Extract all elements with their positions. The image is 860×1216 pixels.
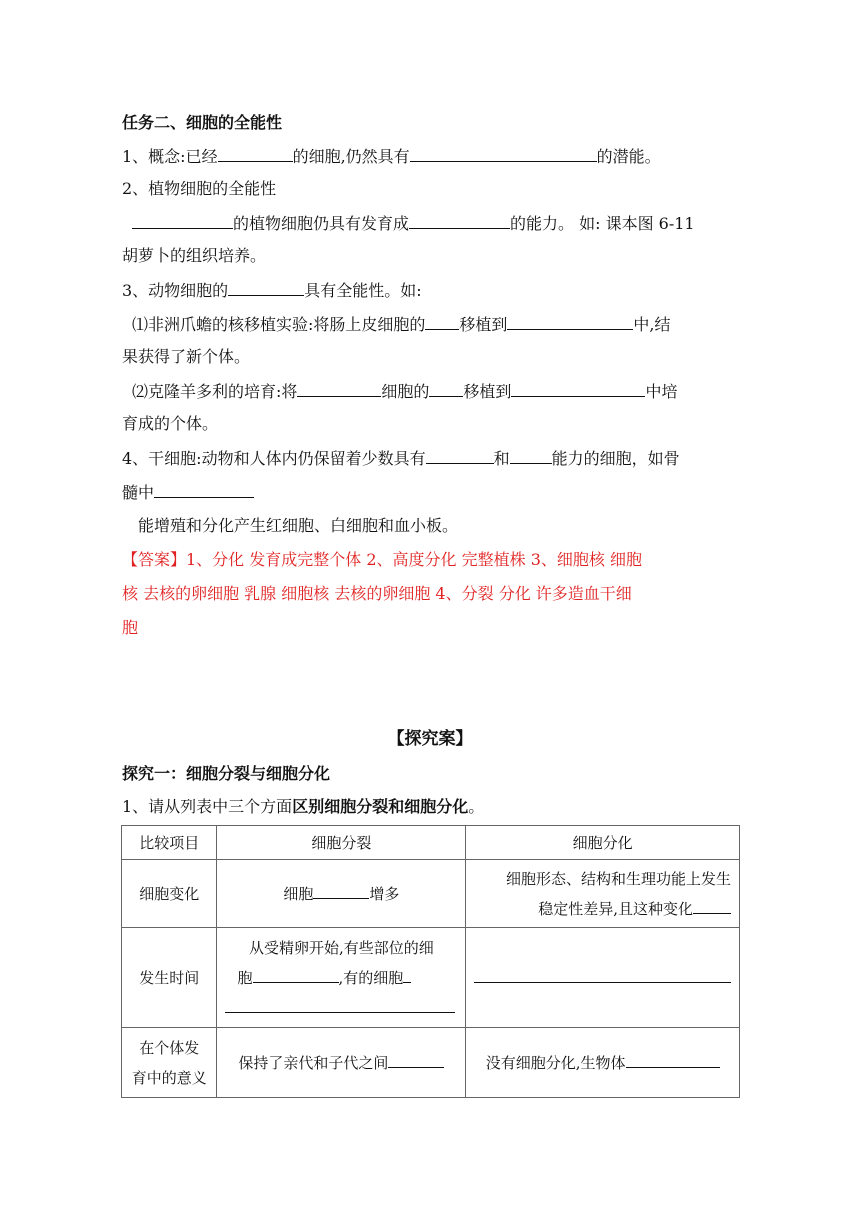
text: 没有细胞分化,生物体: [485, 1053, 626, 1072]
concept-line: [122, 145, 661, 168]
fill-blank[interactable]: [507, 313, 633, 330]
text: 的植物细胞仍具有发育成: [233, 214, 410, 233]
fill-blank[interactable]: [313, 882, 369, 899]
answer-line-3: 胞: [122, 618, 139, 637]
text: 1、概念:已经: [122, 147, 218, 166]
stem-cell-line: [122, 447, 680, 470]
text: ,有的细胞: [338, 968, 404, 987]
fill-blank[interactable]: [218, 145, 293, 162]
fill-blank[interactable]: [228, 279, 304, 296]
fill-blank[interactable]: [510, 447, 552, 464]
cell-text: 从受精卵开始,有些部位的细: [249, 938, 434, 957]
table-row: [122, 928, 740, 1028]
fill-blank[interactable]: [154, 481, 254, 498]
row-label: 细胞变化: [122, 860, 217, 928]
table-cell: [466, 928, 740, 1028]
table-cell: [217, 860, 466, 928]
table-cell: [217, 928, 466, 1028]
table-cell: [217, 1028, 466, 1098]
text: 移植到: [459, 315, 508, 334]
text: 胞: [237, 968, 253, 987]
table-cell: [466, 1028, 740, 1098]
plant-heading: 2、植物细胞的全能性: [122, 179, 277, 198]
dolly-line: [132, 380, 677, 403]
text: 具有全能性。如:: [304, 281, 422, 300]
text: ⑴非洲爪蟾的核移植实验:将肠上皮细胞的: [132, 315, 426, 334]
fill-blank[interactable]: [132, 212, 233, 229]
fill-blank[interactable]: [410, 145, 597, 162]
fill-blank[interactable]: [409, 212, 510, 229]
text: 移植到: [463, 382, 512, 401]
fill-blank[interactable]: [474, 966, 731, 983]
cell-text-line2: [217, 963, 465, 993]
plant-example: 胡萝卜的组织培养。: [122, 246, 267, 265]
text: 1、请从列表中三个方面: [122, 797, 293, 816]
table-row: [122, 1028, 740, 1098]
fill-blank[interactable]: [253, 966, 339, 983]
cell-text: 细胞形态、结构和生理功能上发生: [505, 869, 731, 888]
text: 3、动物细胞的: [122, 281, 229, 300]
task2-title: 任务二、细胞的全能性: [122, 113, 283, 132]
animal-line: [122, 279, 422, 302]
explore-question: [122, 796, 484, 818]
text: ⑵克隆羊多利的培育:将: [132, 382, 298, 401]
table-header-row: [122, 826, 740, 860]
stem-cell-function: 能增殖和分化产生红细胞、白细胞和血小板。: [138, 516, 459, 535]
answer-line-1: 【答案】1、分化 发育成完整个体 2、高度分化 完整植株 3、细胞核 细胞: [122, 550, 642, 569]
text: 的能力。 如: 课本图 6-11: [510, 214, 695, 233]
frog-line: [132, 313, 671, 336]
explore-section-title: 【探究案】: [387, 729, 473, 749]
table-header: 比较项目: [122, 826, 217, 860]
fill-blank[interactable]: [425, 313, 459, 330]
plant-line: [132, 212, 695, 235]
fill-blank[interactable]: [626, 1051, 720, 1068]
text: 能力的细胞，如骨: [551, 449, 680, 468]
fill-blank[interactable]: [426, 447, 494, 464]
text: 的潜能。: [596, 147, 661, 166]
text: 髓中: [122, 483, 155, 502]
comparison-table: [121, 825, 740, 1098]
answer-line-2: 核 去核的卵细胞 乳腺 细胞核 去核的卵细胞 4、分裂 分化 许多造血干细: [122, 584, 632, 603]
text: 中培: [645, 382, 678, 401]
text: 和: [493, 449, 510, 468]
table-header: 细胞分化: [466, 826, 740, 860]
text: 中,结: [633, 315, 671, 334]
cell-text-line2: [466, 894, 739, 924]
text: 增多: [369, 884, 400, 903]
table-cell: [466, 860, 740, 928]
explore-subtitle: 探究一：细胞分裂与细胞分化: [122, 764, 331, 783]
row-label: 发生时间: [122, 928, 217, 1028]
fill-blank[interactable]: [511, 380, 645, 397]
cell-text-line3: [217, 993, 465, 1023]
fill-blank[interactable]: [693, 897, 731, 914]
stem-cell-line-cont: [122, 481, 254, 504]
row-label: [122, 1028, 217, 1098]
text: 保持了亲代和子代之间: [238, 1053, 389, 1072]
frog-line-cont: 果获得了新个体。: [122, 347, 251, 366]
fill-blank[interactable]: [403, 966, 411, 983]
text: 细胞的: [381, 382, 430, 401]
text: 的细胞,仍然具有: [292, 147, 410, 166]
table-header: 细胞分裂: [217, 826, 466, 860]
fill-blank[interactable]: [225, 996, 455, 1013]
text: 细胞: [283, 884, 314, 903]
text: 稳定性差异,且这种变化: [538, 899, 693, 918]
table-row: [122, 860, 740, 928]
fill-blank[interactable]: [388, 1051, 444, 1068]
text-emphasis: 区别细胞分裂和细胞分化: [292, 797, 469, 816]
fill-blank[interactable]: [297, 380, 381, 397]
fill-blank[interactable]: [429, 380, 463, 397]
text: 4、干细胞:动物和人体内仍保留着少数具有: [122, 449, 426, 468]
label-line: 育中的意义: [131, 1068, 207, 1087]
text: 。: [468, 797, 485, 816]
label-line: 在个体发: [139, 1038, 200, 1057]
dolly-line-cont: 育成的个体。: [122, 414, 219, 433]
